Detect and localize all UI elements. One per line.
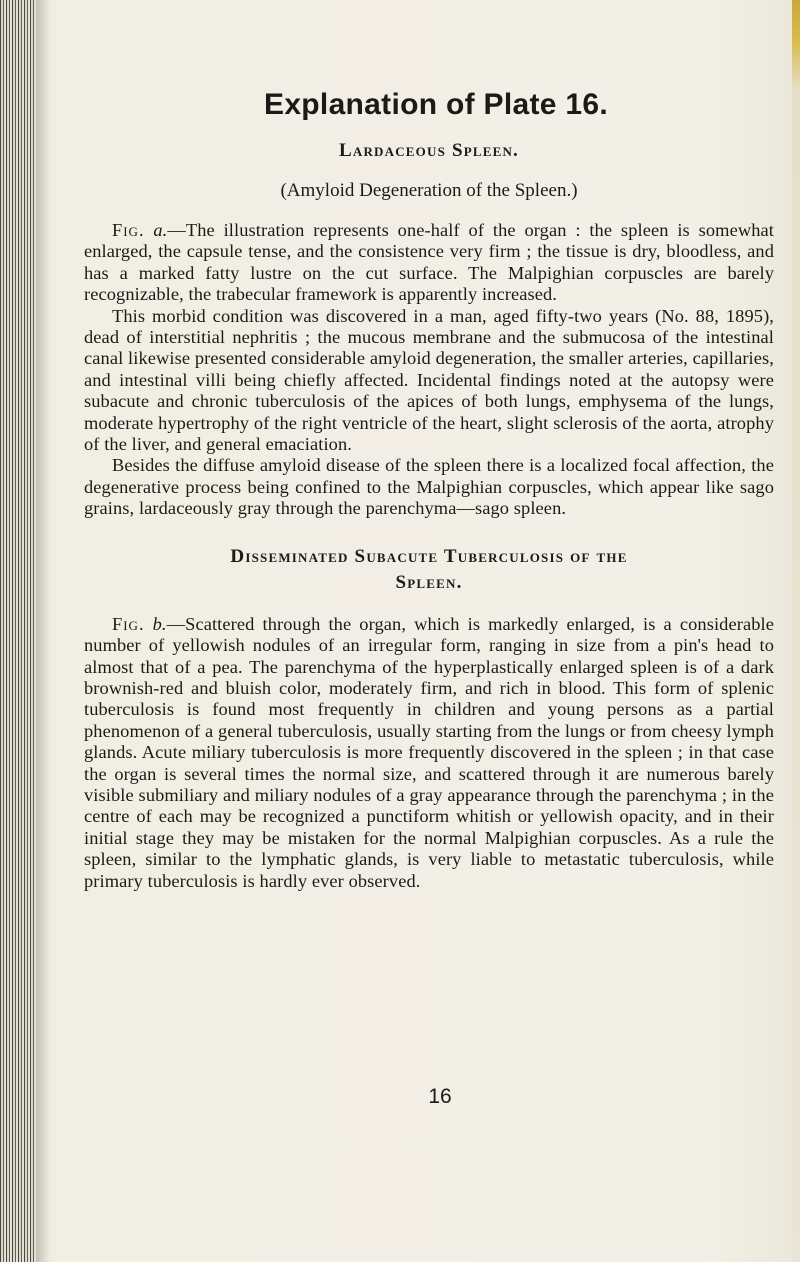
page-content	[84, 86, 774, 892]
plate-title: Explanation of Plate 16.	[264, 88, 608, 121]
section-b-title-line2: Spleen.	[395, 571, 463, 593]
section-a-title: Lardaceous Spleen.	[338, 140, 520, 161]
page-edge-right	[792, 0, 800, 1262]
section-a-paragraph-2: This morbid condition was discovered in a man, aged fifty-two years (No. 88, 1895), dead of interstitial nephritis ; the mucous membrane and the submucosa of the intestinal canal likewise presented considerable amyloid degeneration, the smaller arteries, capillaries, and intestinal villi being chiefly affected. Incidental findings noted at the autopsy were subacute and chronic tuberculosis of the apices of both lungs, emphysema of the lungs, moderate hypertrophy of the right ventricle of the heart, slight sclerosis of the aorta, atrophy of the liver, and general emaciation.	[84, 305, 774, 455]
fig-b-letter: b.	[152, 613, 167, 634]
fig-a-letter: a.	[153, 220, 168, 240]
section-a-subtitle: (Amyloid Degeneration of the Spleen.)	[280, 180, 578, 201]
binding-shadow	[36, 0, 50, 1262]
section-a-paragraph-3: Besides the diffuse amyloid disease of the spleen there is a localized focal affection, the degenerative process being confined to the Malpighian corpuscles, which appear like sago grains, lardaceously gray through the parenchyma—sago spleen.	[84, 455, 774, 519]
section-b-paragraph-1	[84, 614, 774, 892]
fig-b-label: Fig.	[112, 613, 145, 634]
book-binding-edge	[0, 0, 36, 1262]
fig-a-label: Fig.	[112, 220, 145, 240]
section-b-title-line1: Disseminated Subacute Tuberculosis of the	[230, 545, 628, 567]
page-number: 16	[428, 1085, 452, 1108]
section-b-title	[84, 544, 774, 596]
section-b-para1-text: —Scattered through the organ, which is markedly enlarged, is a considerable number of yellowish nodules of an irregular form, ranging in size from a pin's head to almost that of a pea. The parenchyma of the hyperplastically enlarged spleen is of a dark brownish-red and bluish color, moderately firm, and rich in blood. This form of splenic tuberculosis is found most frequently in children and young persons as a partial phenomenon of a general tuberculosis, usually starting from the lungs or from cheesy lymph glands. Acute miliary tuberculosis is more frequently discovered in the spleen ; in that case the organ is several times the normal size, and scattered through it are numerous barely visible submiliary and miliary nodules of a gray appearance through the parenchyma ; in the centre of each may be recognized a punctiform whitish or yellowish opacity, and in their initial stage they may be mistaken for the normal Malpighian corpuscles. As a rule the spleen, similar to the lymphatic glands, is very liable to metastatic tuberculosis, while primary tuberculosis is hardly ever observed.	[84, 613, 774, 891]
section-a-paragraph-1	[84, 220, 774, 306]
section-a-para1-text: —The illustration represents one-half of the organ : the spleen is somewhat enlarged, the capsule tense, and the consistence very firm ; the tissue is dry, bloodless, and has a marked fatty lustre on the cut surface. The Malpighian corpuscles are barely recognizable, the trabecular framework is apparently increased.	[84, 220, 774, 305]
